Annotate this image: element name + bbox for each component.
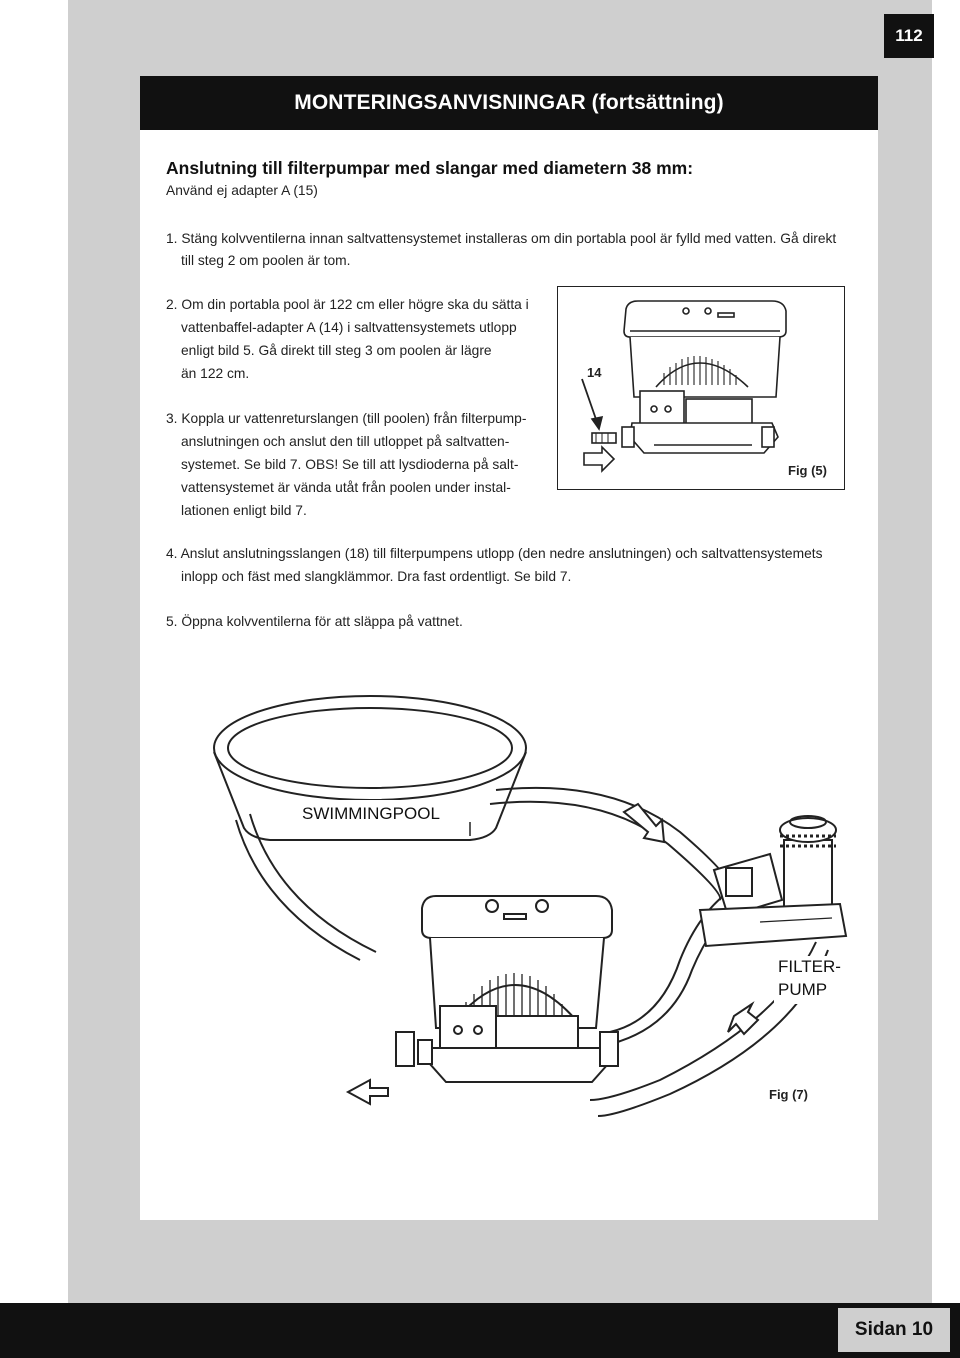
pump-label-line-2: PUMP: [778, 980, 828, 999]
step-1-line-1: 1. Stäng kolvventilerna innan saltvattensystemet installeras om din portabla pool är fylld med vatten. Gå direkt: [166, 231, 837, 246]
step-3-line-3: systemet. Se bild 7. OBS! Se till att lysdioderna på salt-: [181, 457, 519, 472]
pump-label-line-1: FILTER-: [778, 957, 841, 976]
section-heading: Anslutning till filterpumpar med slangar med diametern 38 mm:: [166, 158, 694, 178]
page-number: 112: [884, 14, 934, 58]
fig5-caption: Fig (5): [788, 463, 827, 478]
step-3-line-5: lationen enligt bild 7.: [181, 503, 307, 518]
step-1-line-2: till steg 2 om poolen är tom.: [181, 253, 351, 268]
section-note: Använd ej adapter A (15): [166, 183, 318, 198]
step-5-line-1: 5. Öppna kolvventilerna för att släppa på vattnet.: [166, 614, 463, 629]
fig5-part-label: 14: [587, 365, 602, 380]
step-4-line-1: 4. Anslut anslutningsslangen (18) till filterpumpens utlopp (den nedre anslutningen) och saltvattensystemets: [166, 546, 823, 561]
fig7-caption: Fig (7): [769, 1087, 808, 1102]
pool-label: SWIMMINGPOOL: [302, 804, 440, 823]
footer-page-label: Sidan 10: [838, 1308, 950, 1352]
step-2-line-2: vattenbaffel-adapter A (14) i saltvattensystemets utlopp: [181, 320, 517, 335]
figure-7: [140, 660, 878, 1220]
page-title: MONTERINGSANVISNINGAR (fortsättning): [140, 76, 878, 130]
salt-system-illustration: [558, 287, 844, 489]
step-2-line-3: enligt bild 5. Gå direkt till steg 3 om poolen är lägre: [181, 343, 492, 358]
step-3-line-4: vattensystemet är vända utåt från poolen under instal-: [181, 480, 511, 495]
step-2-line-4: än 122 cm.: [181, 366, 250, 381]
step-4-line-2: inlopp och fäst med slangklämmor. Dra fast ordentligt. Se bild 7.: [181, 569, 572, 584]
step-3-line-2: anslutningen och anslut den till utloppet på saltvatten-: [181, 434, 510, 449]
step-3-line-1: 3. Koppla ur vattenreturslangen (till poolen) från filterpump-: [166, 411, 527, 426]
step-2-line-1: 2. Om din portabla pool är 122 cm eller högre ska du sätta i: [166, 297, 529, 312]
footer-band: [0, 1303, 960, 1358]
